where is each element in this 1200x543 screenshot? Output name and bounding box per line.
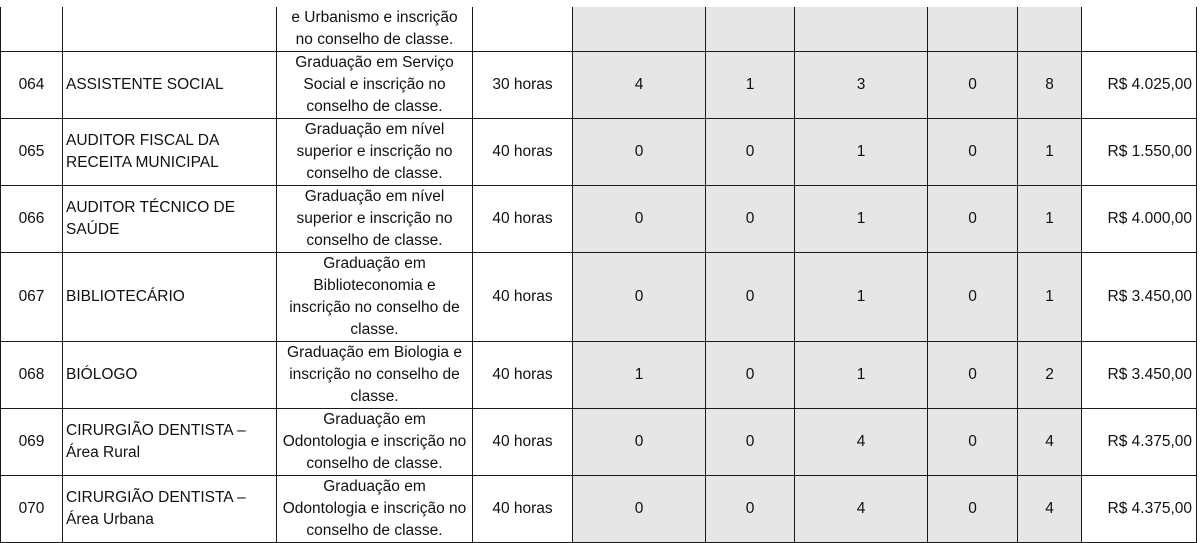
vacancy-cell: 1 <box>573 342 706 409</box>
vacancy-cell: 4 <box>795 409 928 476</box>
vacancy-cell: 0 <box>928 409 1018 476</box>
total-cell: 1 <box>1018 119 1082 186</box>
table-row <box>1 476 1197 543</box>
hours-cell: 40 horas <box>473 253 573 342</box>
requirement-line: conselho de classe. <box>306 522 443 539</box>
cargo-cell <box>63 409 277 476</box>
requirement-line: e Urbanismo e inscrição <box>291 9 458 26</box>
requirement-line: no conselho de classe. <box>295 31 454 48</box>
salary-cell: R$ 4.000,00 <box>1082 186 1197 253</box>
cargo-line: ASSISTENTE SOCIAL <box>66 76 224 93</box>
vacancy-cell <box>706 7 795 52</box>
requirement-cell <box>277 476 473 543</box>
vacancy-cell: 3 <box>795 52 928 119</box>
vacancy-cell: 0 <box>573 476 706 543</box>
cargo-cell <box>63 52 277 119</box>
cargo-line: Área Urbana <box>66 511 154 528</box>
vacancy-cell: 0 <box>573 186 706 253</box>
total-cell: 4 <box>1018 476 1082 543</box>
code-cell: 069 <box>1 409 63 476</box>
vacancy-cell: 0 <box>928 119 1018 186</box>
cargo-cell <box>63 253 277 342</box>
cargo-cell <box>63 186 277 253</box>
total-cell: 4 <box>1018 409 1082 476</box>
salary-cell <box>1082 7 1197 52</box>
cargo-line: AUDITOR FISCAL DA <box>66 132 220 149</box>
vacancy-cell <box>795 7 928 52</box>
requirement-cell <box>277 409 473 476</box>
vacancy-cell: 0 <box>706 119 795 186</box>
vacancy-cell: 0 <box>706 342 795 409</box>
vacancy-cell: 4 <box>573 52 706 119</box>
vacancy-table <box>0 7 1197 543</box>
requirement-line: Graduação em nível <box>304 121 445 138</box>
hours-cell: 40 horas <box>473 119 573 186</box>
requirement-line: conselho de classe. <box>306 232 443 249</box>
salary-cell: R$ 4.375,00 <box>1082 409 1197 476</box>
requirement-line: Odontologia e inscrição no <box>282 500 467 517</box>
requirement-line: inscrição no conselho de <box>289 299 460 316</box>
code-cell: 070 <box>1 476 63 543</box>
salary-cell: R$ 1.550,00 <box>1082 119 1197 186</box>
cargo-line: BIÓLOGO <box>66 366 138 383</box>
table-row <box>1 253 1197 342</box>
hours-cell <box>473 7 573 52</box>
vacancy-cell: 0 <box>706 476 795 543</box>
vacancy-cell: 0 <box>928 52 1018 119</box>
cargo-line: SAÚDE <box>66 221 120 238</box>
vacancy-cell: 0 <box>928 342 1018 409</box>
salary-cell: R$ 3.450,00 <box>1082 342 1197 409</box>
salary-cell: R$ 3.450,00 <box>1082 253 1197 342</box>
code-cell: 066 <box>1 186 63 253</box>
requirement-line: Social e inscrição no <box>303 76 446 93</box>
vacancy-cell: 0 <box>928 186 1018 253</box>
vacancy-cell <box>928 7 1018 52</box>
requirement-line: classe. <box>350 388 399 405</box>
vacancy-cell <box>573 7 706 52</box>
requirement-line: inscrição no conselho de <box>289 366 460 383</box>
requirement-line: conselho de classe. <box>306 165 443 182</box>
requirement-line: conselho de classe. <box>306 455 443 472</box>
code-cell: 067 <box>1 253 63 342</box>
code-cell: 064 <box>1 52 63 119</box>
cargo-line: BIBLIOTECÁRIO <box>66 288 185 305</box>
code-cell <box>1 7 63 52</box>
requirement-line: classe. <box>350 321 399 338</box>
requirement-line: superior e inscrição no <box>296 143 453 160</box>
table-row <box>1 186 1197 253</box>
cargo-line: AUDITOR TÉCNICO DE <box>66 199 236 216</box>
vacancy-cell: 0 <box>573 253 706 342</box>
cargo-cell <box>63 7 277 52</box>
salary-cell: R$ 4.375,00 <box>1082 476 1197 543</box>
requirement-line: conselho de classe. <box>306 98 443 115</box>
requirement-cell <box>277 119 473 186</box>
requirement-cell <box>277 342 473 409</box>
cargo-cell <box>63 342 277 409</box>
requirement-line: Graduação em <box>323 478 426 495</box>
total-cell: 2 <box>1018 342 1082 409</box>
cargo-line: CIRURGIÃO DENTISTA – <box>66 489 246 506</box>
table-row <box>1 409 1197 476</box>
hours-cell: 40 horas <box>473 342 573 409</box>
vacancy-cell: 0 <box>928 253 1018 342</box>
code-cell: 068 <box>1 342 63 409</box>
hours-cell: 40 horas <box>473 409 573 476</box>
hours-cell: 40 horas <box>473 186 573 253</box>
hours-cell: 40 horas <box>473 476 573 543</box>
requirement-cell <box>277 186 473 253</box>
requirement-line: Graduação em Serviço <box>295 54 454 71</box>
requirement-cell <box>277 253 473 342</box>
total-cell: 8 <box>1018 52 1082 119</box>
hours-cell: 30 horas <box>473 52 573 119</box>
total-cell: 1 <box>1018 253 1082 342</box>
cargo-cell <box>63 119 277 186</box>
vacancy-cell: 1 <box>795 342 928 409</box>
cargo-cell <box>63 476 277 543</box>
vacancy-cell: 0 <box>706 409 795 476</box>
vacancy-cell: 1 <box>795 186 928 253</box>
total-cell <box>1018 7 1082 52</box>
cargo-line: Área Rural <box>66 444 141 461</box>
vacancy-cell: 0 <box>706 186 795 253</box>
table-row <box>1 342 1197 409</box>
requirement-line: Graduação em Biologia e <box>287 344 462 361</box>
vacancy-cell: 0 <box>573 119 706 186</box>
cargo-line: RECEITA MUNICIPAL <box>66 154 219 171</box>
requirement-line: Graduação em <box>323 255 426 272</box>
vacancy-cell: 1 <box>706 52 795 119</box>
requirement-line: Graduação em <box>323 411 426 428</box>
vacancy-cell: 0 <box>706 253 795 342</box>
vacancy-cell: 4 <box>795 476 928 543</box>
code-cell: 065 <box>1 119 63 186</box>
vacancy-cell: 1 <box>795 253 928 342</box>
requirement-line: Biblioteconomia e <box>313 277 436 294</box>
table-row-partial <box>1 7 1197 52</box>
requirement-cell <box>277 7 473 52</box>
vacancy-cell: 1 <box>795 119 928 186</box>
total-cell: 1 <box>1018 186 1082 253</box>
requirement-line: superior e inscrição no <box>296 210 453 227</box>
salary-cell: R$ 4.025,00 <box>1082 52 1197 119</box>
requirement-line: Graduação em nível <box>304 188 445 205</box>
vacancy-cell: 0 <box>573 409 706 476</box>
table-row <box>1 52 1197 119</box>
vacancy-cell: 0 <box>928 476 1018 543</box>
requirement-cell <box>277 52 473 119</box>
table-row <box>1 119 1197 186</box>
cargo-line: CIRURGIÃO DENTISTA – <box>66 422 246 439</box>
requirement-line: Odontologia e inscrição no <box>282 433 467 450</box>
